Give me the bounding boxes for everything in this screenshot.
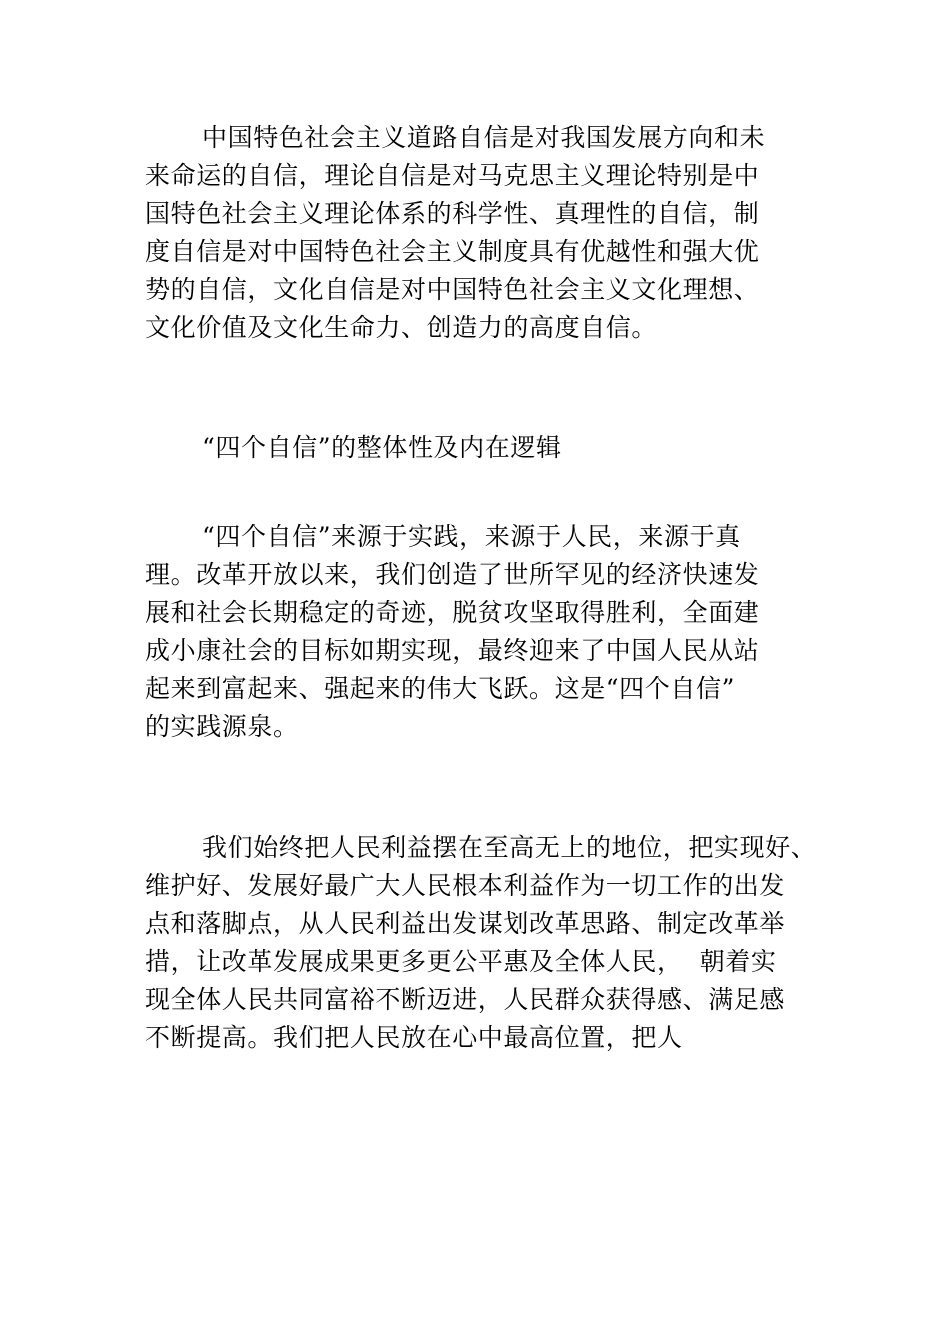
text-line: 措，让改革发展成果更多更公平惠及全体人民， 朝着实 — [145, 947, 777, 976]
text-line: 我们始终把人民利益摆在至高无上的地位，把实现好、 — [202, 833, 817, 862]
text-line: 文化价值及文化生命力、创造力的高度自信。 — [145, 313, 658, 342]
text-line: 点和落脚点，从人民利益出发谋划改革思路、制定改革举 — [145, 909, 786, 938]
paragraph-four-confidences-definition — [145, 119, 765, 347]
paragraph-people-interests — [145, 829, 816, 1057]
text-line: 维护好、发展好最广大人民根本利益作为一切工作的出发 — [145, 871, 786, 900]
text-line: 理。改革开放以来，我们创造了世所罕见的经济快速发 — [145, 560, 760, 589]
text-line: 度自信是对中国特色社会主义制度具有优越性和强大优 — [145, 237, 760, 266]
text-line: “四个自信”来源于实践，来源于人民，来源于真 — [202, 522, 741, 551]
text-line: 势的自信，文化自信是对中国特色社会主义文化理想、 — [145, 275, 760, 304]
text-line: 中国特色社会主义道路自信是对我国发展方向和未 — [202, 123, 766, 152]
text-line: 成小康社会的目标如期实现，最终迎来了中国人民从站 — [145, 636, 760, 665]
section-heading — [145, 429, 562, 467]
paragraph-practice-source — [145, 518, 759, 746]
section-heading-text: “四个自信”的整体性及内在逻辑 — [202, 433, 562, 462]
text-line: 的实践源泉。 — [145, 712, 299, 741]
text-line: 展和社会长期稳定的奇迹，脱贫攻坚取得胜利，全面建 — [145, 598, 760, 627]
text-line: 现全体人民共同富裕不断迈进，人民群众获得感、满足感 — [145, 985, 786, 1014]
text-line: 不断提高。我们把人民放在心中最高位置，把人 — [145, 1023, 683, 1052]
text-line: 国特色社会主义理论体系的科学性、真理性的自信，制 — [145, 199, 760, 228]
text-line: 起来到富起来、强起来的伟大飞跃。这是“四个自信” — [145, 674, 735, 703]
text-line: 来命运的自信，理论自信是对马克思主义理论特别是中 — [145, 161, 760, 190]
